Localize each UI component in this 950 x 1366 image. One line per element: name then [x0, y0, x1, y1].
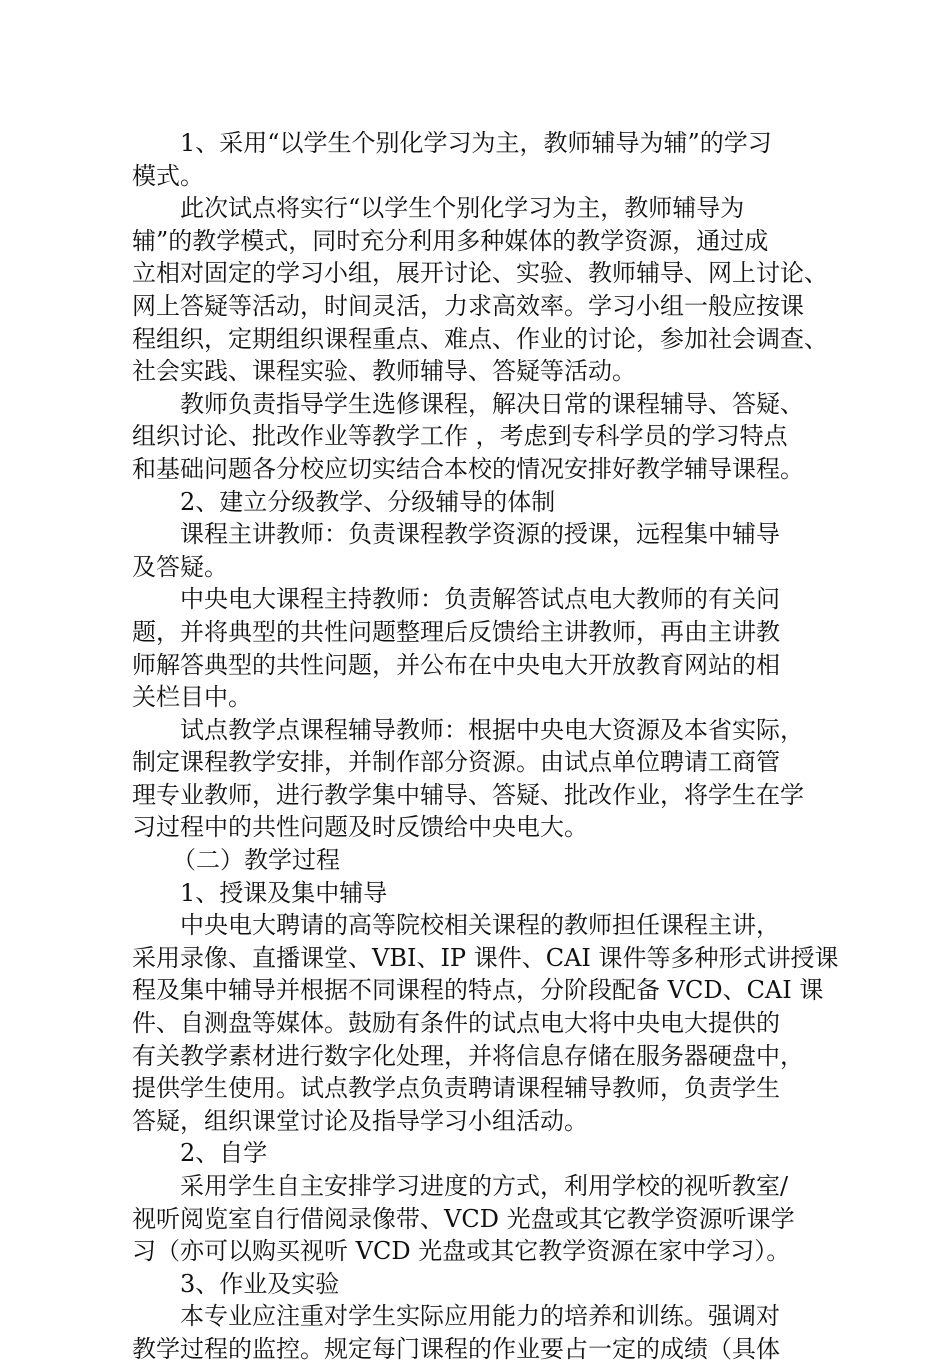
text-line: 理专业教师，进行教学集中辅导、答疑、批改作业，将学生在学	[132, 780, 804, 809]
text-line: 模式。	[132, 161, 204, 190]
text-line: 采用学生自主安排学习进度的方式，利用学校的视听教室/	[180, 1172, 789, 1200]
text-line: 3、作业及实验	[180, 1269, 340, 1298]
text-line: 课程主讲教师：负责课程教学资源的授课，远程集中辅导	[180, 520, 780, 549]
text-line: 组织讨论、批改作业等教学工作 ，考虑到专科学员的学习特点	[132, 422, 788, 451]
text-line: 程组织，定期组织课程重点、难点、作业的讨论，参加社会调查、	[132, 324, 828, 353]
text-line: 程及集中辅导并根据不同课程的特点，分阶段配备 VCD、CAI 课	[132, 976, 824, 1005]
text-line: 2、建立分级教学、分级辅导的体制	[180, 487, 556, 516]
text-line: 师解答典型的共性问题，并公布在中央电大开放教育网站的相	[132, 650, 780, 679]
text-line: 教学过程的监控。规定每门课程的作业要占一定的成绩（具体	[132, 1334, 780, 1363]
text-line: 立相对固定的学习小组，展开讨论、实验、教师辅导、网上讨论、	[132, 259, 828, 288]
text-line: 1、采用“以学生个别化学习为主，教师辅导为辅”的学习	[180, 129, 772, 157]
text-line: 社会实践、课程实验、教师辅导、答疑等活动。	[132, 357, 636, 386]
text-line: 制定课程教学安排，并制作部分资源。由试点单位聘请工商管	[132, 748, 780, 777]
text-line: 1、授课及集中辅导	[180, 878, 388, 907]
text-line: 件、自测盘等媒体。鼓励有条件的试点电大将中央电大提供的	[132, 1009, 780, 1038]
text-line: 答疑，组织课堂讨论及指导学习小组活动。	[132, 1106, 588, 1135]
text-line: 辅”的教学模式，同时充分利用多种媒体的教学资源，通过成	[132, 226, 769, 255]
text-line: 中央电大课程主持教师：负责解答试点电大教师的有关问	[180, 585, 780, 614]
text-line: 提供学生使用。试点教学点负责聘请课程辅导教师，负责学生	[132, 1074, 780, 1103]
text-line: 习（亦可以购买视听 VCD 光盘或其它教学资源在家中学习）。	[132, 1237, 791, 1266]
text-line: 题，并将典型的共性问题整理后反馈给主讲教师，再由主讲教	[132, 617, 780, 646]
text-line: 网上答疑等活动，时间灵活，力求高效率。学习小组一般应按课	[132, 291, 804, 320]
text-line: 2、自学	[180, 1139, 268, 1168]
text-line: 教师负责指导学生选修课程，解决日常的课程辅导、答疑、	[180, 389, 804, 418]
text-line: 中央电大聘请的高等院校相关课程的教师担任课程主讲，	[180, 911, 780, 940]
text-line: 及答疑。	[132, 552, 228, 581]
text-line: 此次试点将实行“以学生个别化学习为主，教师辅导为	[180, 194, 745, 223]
text-line: 视听阅览室自行借阅录像带、VCD 光盘或其它教学资源听课学	[132, 1204, 795, 1233]
text-line: 有关教学素材进行数字化处理，并将信息存储在服务器硬盘中，	[132, 1041, 804, 1070]
text-line: 习过程中的共性问题及时反馈给中央电大。	[132, 813, 588, 842]
text-line: 试点教学点课程辅导教师：根据中央电大资源及本省实际，	[180, 715, 804, 744]
text-line: 关栏目中。	[132, 683, 252, 712]
text-line: 采用录像、直播课堂、VBI、IP 课件、CAI 课件等多种形式讲授课	[132, 943, 839, 972]
text-line: （二）教学过程	[172, 846, 340, 875]
document-body	[132, 127, 839, 1366]
text-line: 和基础问题各分校应切实结合本校的情况安排好教学辅导课程。	[132, 454, 804, 483]
text-line: 本专业应注重对学生实际应用能力的培养和训练。强调对	[180, 1302, 780, 1331]
